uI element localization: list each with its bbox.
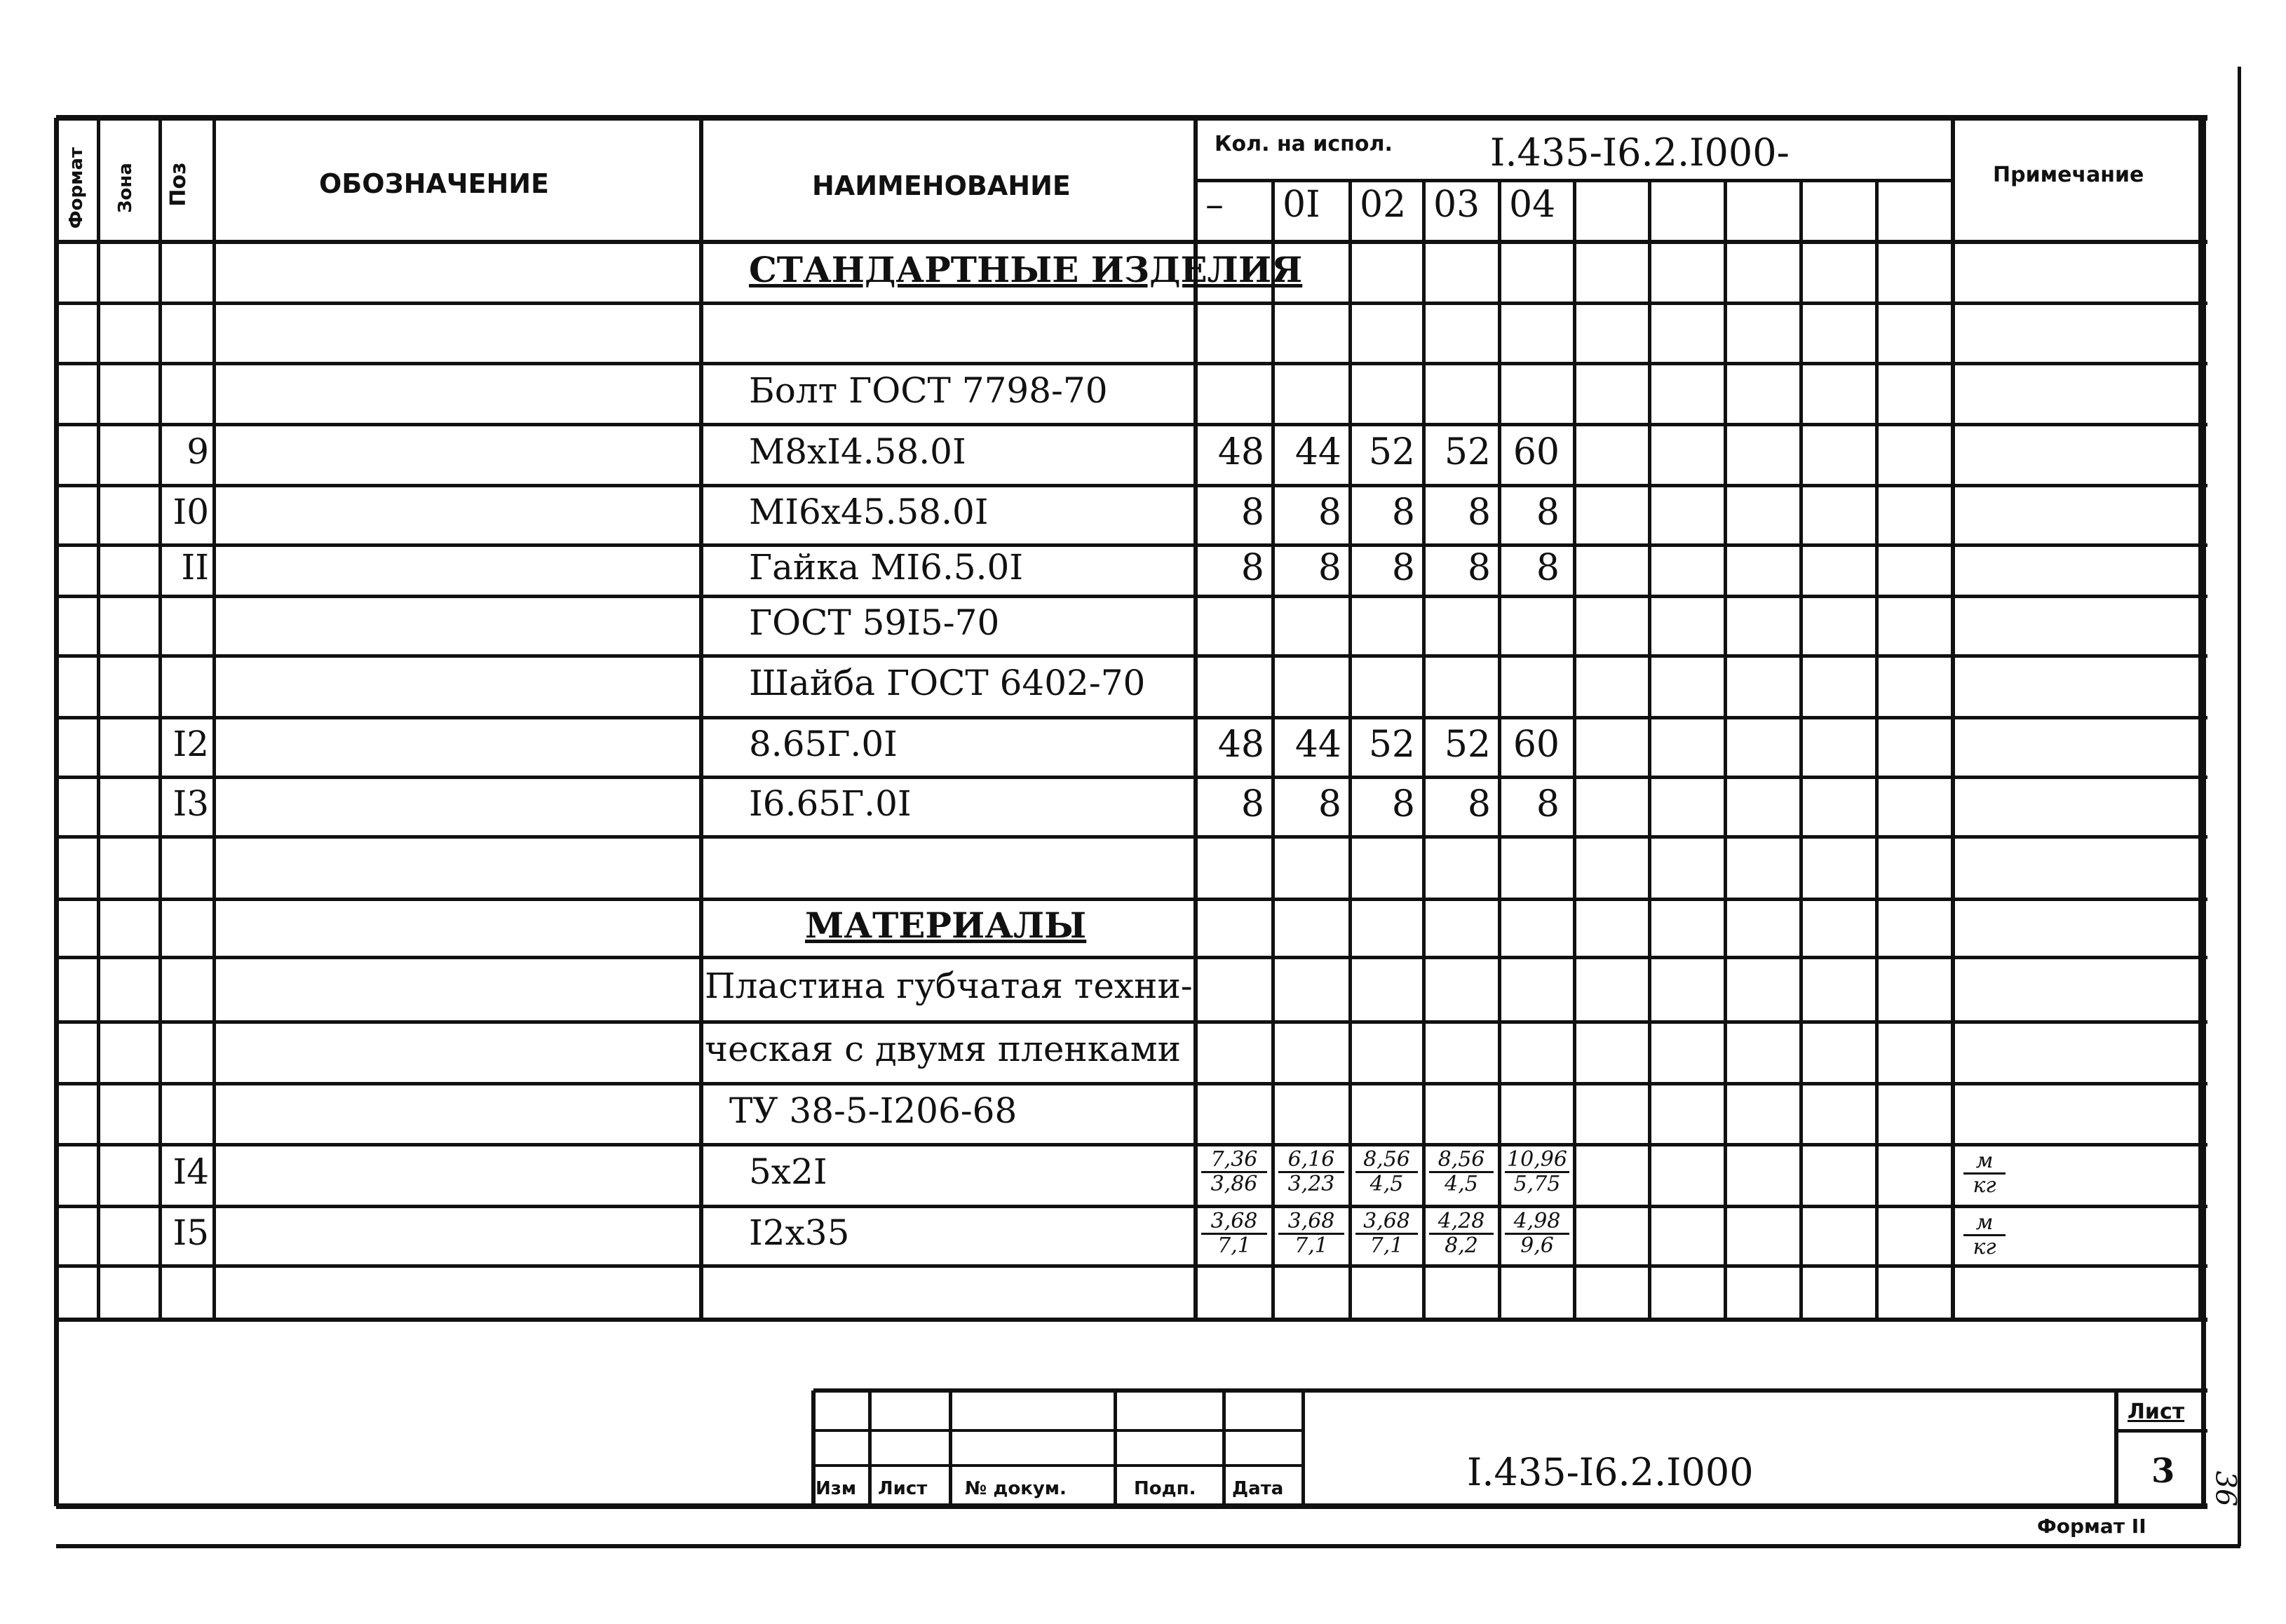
rule-h (813, 1388, 2207, 1393)
tb-date-label: Дата (1232, 1478, 1284, 1499)
rule-h (813, 1429, 1303, 1432)
qty-cell: 8 (1391, 491, 1415, 534)
qty-cell: 60 (1513, 723, 1560, 766)
rule-h (56, 595, 2207, 598)
row-name: Шайба ГОСТ 6402-70 (749, 663, 1146, 703)
rule-v (2201, 118, 2206, 1506)
rule-h (56, 1544, 2240, 1548)
tb-sheet-number: 3 (2151, 1452, 2175, 1491)
qty-fraction: $\frac{3,68}{7,1}$ (1278, 1210, 1344, 1257)
rule-h (56, 654, 2207, 658)
tb-docno-label: № докум. (965, 1478, 1067, 1499)
rule-h (56, 1264, 2207, 1268)
row-name: I6.65Г.0I (749, 783, 912, 824)
rule-h (56, 956, 2207, 959)
qty-cell: 52 (1368, 723, 1415, 766)
qty-fraction: $\frac{8,56}{4,5}$ (1429, 1149, 1494, 1196)
qty-cell: 8 (1536, 546, 1560, 589)
tb-list-label: Лист (878, 1478, 928, 1499)
footer-format: Формат II (2037, 1515, 2146, 1538)
row-pos: II (181, 546, 209, 588)
row-pos: I3 (173, 783, 209, 824)
rule-v (1114, 1390, 1117, 1506)
rule-v (1573, 180, 1576, 1320)
variant-header-2: 02 (1360, 184, 1407, 226)
rule-h (56, 115, 2207, 121)
rule-v (1799, 180, 1803, 1320)
header-qty-label: Кол. на испол. (1215, 132, 1393, 156)
rule-h (56, 302, 2207, 305)
note-unit: м кг (1963, 1150, 2006, 1197)
rule-h (56, 484, 2207, 487)
qty-cell: 8 (1318, 491, 1341, 534)
rule-v (949, 1390, 952, 1506)
qty-cell: 44 (1294, 723, 1341, 766)
qty-cell: 48 (1217, 431, 1264, 473)
rule-v (212, 118, 216, 1320)
row-pos: I4 (173, 1151, 209, 1192)
qty-cell: 8 (1318, 546, 1341, 589)
rule-v (1222, 1390, 1226, 1506)
rule-h (813, 1464, 1303, 1467)
row-name: М8хI4.58.0I (749, 431, 966, 472)
rule-h (56, 1205, 2207, 1208)
qty-cell: 8 (1467, 546, 1491, 589)
rule-h (56, 240, 2207, 244)
row-pos: I5 (173, 1212, 209, 1253)
rule-h (56, 362, 2207, 365)
row-name: ческая с двумя пленками (705, 1029, 1182, 1069)
qty-cell: 8 (1240, 491, 1264, 534)
qty-fraction: $\frac{6,16}{3,23}$ (1278, 1149, 1344, 1196)
rule-v (2198, 118, 2202, 1320)
note-unit: м кг (1963, 1212, 2006, 1259)
header-designation: ОБОЗНАЧЕНИЕ (319, 168, 550, 199)
qty-fraction: $\frac{4,28}{8,2}$ (1429, 1210, 1494, 1257)
variant-header-0: – (1205, 184, 1224, 226)
rule-h (56, 1503, 2207, 1509)
qty-cell: 8 (1467, 491, 1491, 534)
rule-v (1951, 118, 1955, 1320)
row-name: 8.65Г.0I (749, 723, 898, 764)
rule-v (54, 118, 59, 1506)
qty-cell: 8 (1240, 546, 1264, 589)
qty-cell: 44 (1294, 431, 1341, 473)
rule-v (2114, 1390, 2118, 1506)
rule-h (56, 543, 2207, 547)
qty-cell: 8 (1467, 783, 1491, 825)
qty-cell: 52 (1368, 431, 1415, 473)
qty-cell: 8 (1391, 546, 1415, 589)
row-name: Гайка МI6.5.0I (749, 546, 1024, 588)
rule-h (2116, 1429, 2207, 1433)
qty-fraction: $\frac{8,56}{4,5}$ (1355, 1149, 1418, 1196)
qty-cell: 60 (1513, 431, 1560, 473)
qty-fraction: $\frac{10,96}{5,75}$ (1505, 1149, 1569, 1196)
header-format: Формат (66, 147, 87, 229)
variant-header-3: 03 (1433, 184, 1480, 226)
header-zone: Зона (115, 163, 136, 213)
header-name: НАИМЕНОВАНИЕ (812, 170, 1071, 201)
header-doc-prefix: I.435-I6.2.I000- (1490, 130, 1790, 175)
row-pos: I0 (173, 491, 209, 532)
rule-v (97, 118, 100, 1320)
row-pos: 9 (187, 431, 209, 472)
rule-h (56, 1020, 2207, 1024)
qty-fraction: $\frac{3,68}{7,1}$ (1355, 1210, 1418, 1257)
row-name: МI6х45.58.0I (749, 491, 989, 532)
rule-v (1301, 1390, 1305, 1506)
variant-header-4: 04 (1509, 184, 1556, 226)
tb-designation: I.435-I6.2.I000 (1467, 1450, 1754, 1494)
rule-v (699, 118, 703, 1320)
rule-h (56, 835, 2207, 839)
row-name: Болт ГОСТ 7798-70 (749, 370, 1108, 411)
qty-cell: 8 (1536, 491, 1560, 534)
tb-izm-label: Изм (816, 1478, 857, 1499)
side-page-number: 36 (2209, 1470, 2242, 1507)
rule-h (56, 1082, 2207, 1085)
row-name: ТУ 38-5-I206-68 (729, 1090, 1017, 1131)
qty-cell: 8 (1536, 783, 1560, 825)
rule-v (1875, 180, 1879, 1320)
header-note: Примечание (1993, 163, 2144, 187)
qty-fraction: $\frac{7,36}{3,86}$ (1201, 1149, 1267, 1196)
rule-h (56, 1318, 2207, 1322)
row-name: 5х2I (749, 1151, 827, 1192)
qty-cell: 52 (1444, 723, 1491, 766)
qty-fraction: $\frac{3,68}{7,1}$ (1201, 1210, 1267, 1257)
qty-cell: 8 (1391, 783, 1415, 825)
rule-v (868, 1390, 872, 1506)
section-heading: МАТЕРИАЛЫ (805, 904, 1087, 946)
rule-v (158, 118, 162, 1320)
row-name: Пластина губчатая техни- (705, 966, 1193, 1006)
rule-h (56, 423, 2207, 426)
rule-v (1193, 118, 1198, 1320)
rule-v (1724, 180, 1727, 1320)
rule-h (56, 776, 2207, 779)
rule-v (2238, 67, 2241, 1546)
rule-h (56, 898, 2207, 901)
tb-sign-label: Подп. (1134, 1478, 1196, 1499)
tb-sheet-label: Лист (2128, 1400, 2185, 1424)
rule-v (1648, 180, 1651, 1320)
row-name: I2х35 (749, 1212, 850, 1253)
qty-cell: 48 (1217, 723, 1264, 766)
rule-h (56, 1143, 2207, 1146)
qty-cell: 8 (1318, 783, 1341, 825)
variant-header-1: 0I (1283, 184, 1320, 226)
section-heading: СТАНДАРТНЫЕ ИЗДЕЛИЯ (749, 248, 1303, 290)
qty-cell: 52 (1444, 431, 1491, 473)
rule-h (56, 716, 2207, 719)
header-pos: Поз (166, 162, 191, 207)
row-pos: I2 (173, 723, 209, 764)
qty-fraction: $\frac{4,98}{9,6}$ (1505, 1210, 1569, 1257)
row-name: ГОСТ 59I5-70 (749, 602, 1000, 643)
qty-cell: 8 (1240, 783, 1264, 825)
